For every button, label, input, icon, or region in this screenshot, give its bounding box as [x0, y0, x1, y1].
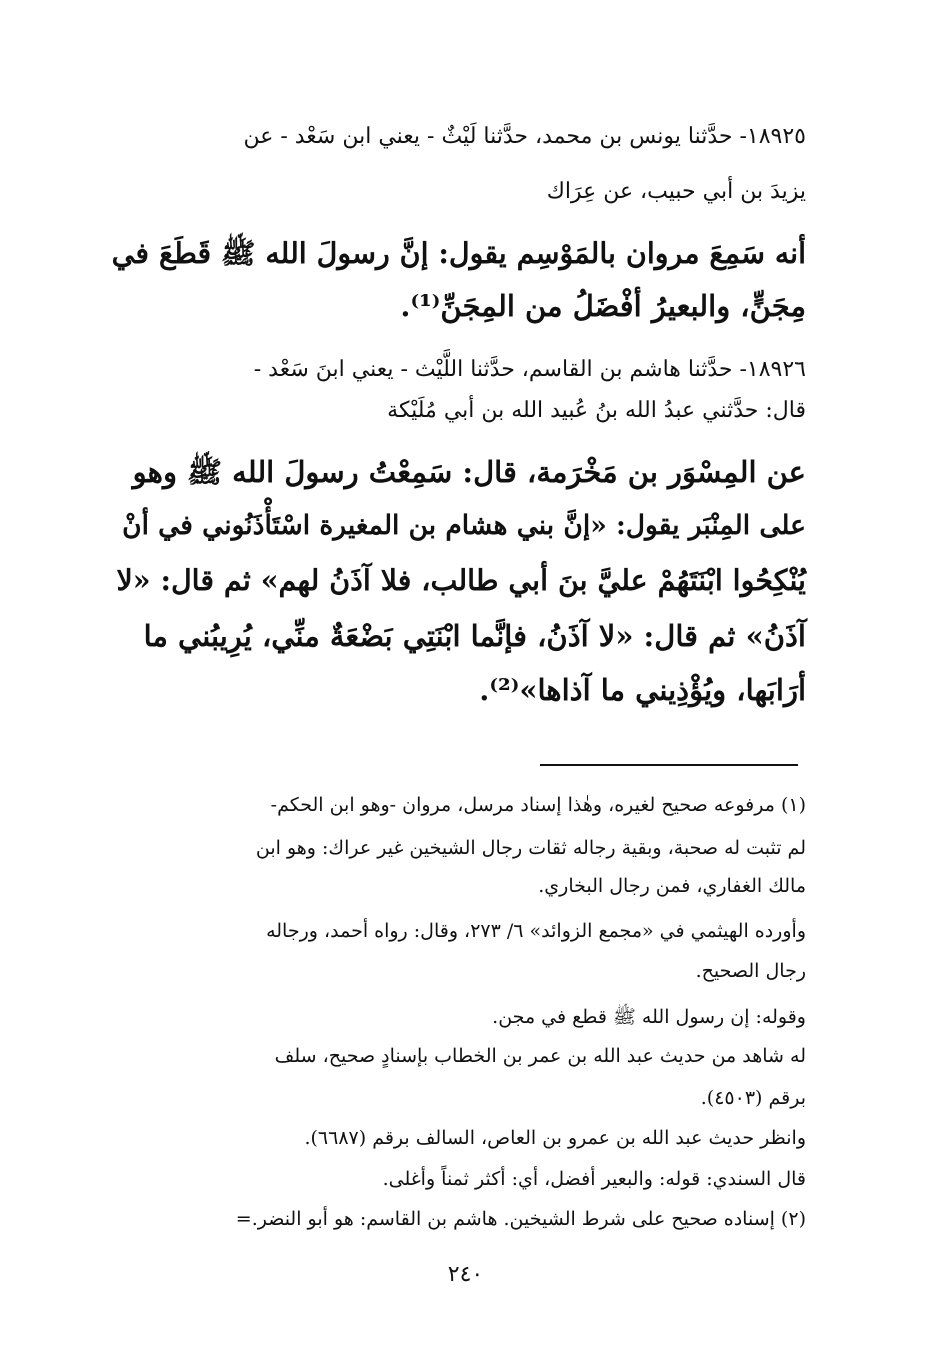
footnote-line: (١) مرفوعه صحيح لغيره، وهٰذا إسناد مرسل، مروان -وهو ابن الحكم- — [270, 794, 806, 816]
footnote-line: لم تثبت له صحبة، وبقية رجاله ثقات رجال الشيخين غير عراك: وهو ابن — [255, 837, 806, 859]
hadith-18926-matn-line-1: عن المِسْوَر بن مَخْرَمة، قال: سَمِعْتُ رسولَ الله ﷺ وهو — [132, 455, 806, 489]
footnote-line: وأورده الهيثمي في «مجمع الزوائد» ٦/ ٢٧٣، وقال: رواه أحمد، ورجاله — [266, 920, 806, 942]
footnote-line: رجال الصحيح. — [695, 960, 806, 982]
hadith-18926-matn-line-2: على المِنْبَر يقول: «إنَّ بني هشام بن المغيرة اسْتَأْذَنُوني في أنْ — [122, 510, 806, 541]
footnote-line: وانظر حديث عبد الله بن عمرو بن العاص، السالف برقم (٦٦٨٧). — [304, 1127, 806, 1149]
hadith-18926-matn-line-4: آذَنُ» ثم قال: «لا آذَنُ، فإنَّما ابْنَتِي بَضْعَةٌ منِّي، يُرِيبُني ما — [143, 619, 806, 653]
footnote-line: مالك الغفاري، فمن رجال البخاري. — [538, 875, 806, 897]
hadith-18926-matn-line-3: يُنْكِحُوا ابْنَتَهُمْ عليَّ بنَ أبي طالب، فلا آذَنُ لهم» ثم قال: «لا — [116, 563, 806, 597]
hadith-18926-isnad-line-2: قال: حدَّثني عبدُ الله بنُ عُبيد الله بن أبي مُلَيْكة — [387, 398, 806, 423]
footnote-separator — [540, 764, 798, 766]
hadith-18925-isnad-line-1: ١٨٩٢٥- حدَّثنا يونس بن محمد، حدَّثنا لَيْثٌ - يعني ابن سَعْد - عن — [243, 124, 806, 149]
hadith-18926-isnad-line-1: ١٨٩٢٦- حدَّثنا هاشم بن القاسم، حدَّثنا اللَّيْث - يعني ابنَ سَعْد - — [253, 357, 806, 382]
hadith-18925-isnad-line-2: يزيدَ بن أبي حبيب، عن عِرَاك — [546, 179, 806, 204]
footnote-line: وقوله: إن رسول الله ﷺ قطع في مجن. — [492, 1006, 806, 1028]
footnote-line: (٢) إسناده صحيح على شرط الشيخين. هاشم بن القاسم: هو أبو النضر.= — [235, 1208, 806, 1230]
page-number: ٢٤٠ — [447, 1262, 484, 1287]
footnote-line: قال السندي: قوله: والبعير أفضل، أي: أكثر ثمناً وأغلى. — [382, 1168, 806, 1190]
hadith-18925-matn-line-1: أنه سَمِعَ مروان بالمَوْسِم يقول: إنَّ رسولَ الله ﷺ قَطَعَ في — [111, 236, 806, 270]
footnote-line: له شاهد من حديث عبد الله بن عمر بن الخطاب بإسنادٍ صحيح، سلف — [274, 1045, 806, 1067]
hadith-18925-matn-line-2: مِجَنٍّ، والبعيرُ أفْضَلُ من المِجَنِّ⁽¹⁾. — [400, 289, 806, 323]
hadith-18926-matn-line-5: أرَابَها، ويُؤْذِيني ما آذاها»⁽²⁾. — [479, 673, 806, 707]
footnote-line: برقم (٤٥٠٣). — [700, 1087, 806, 1109]
